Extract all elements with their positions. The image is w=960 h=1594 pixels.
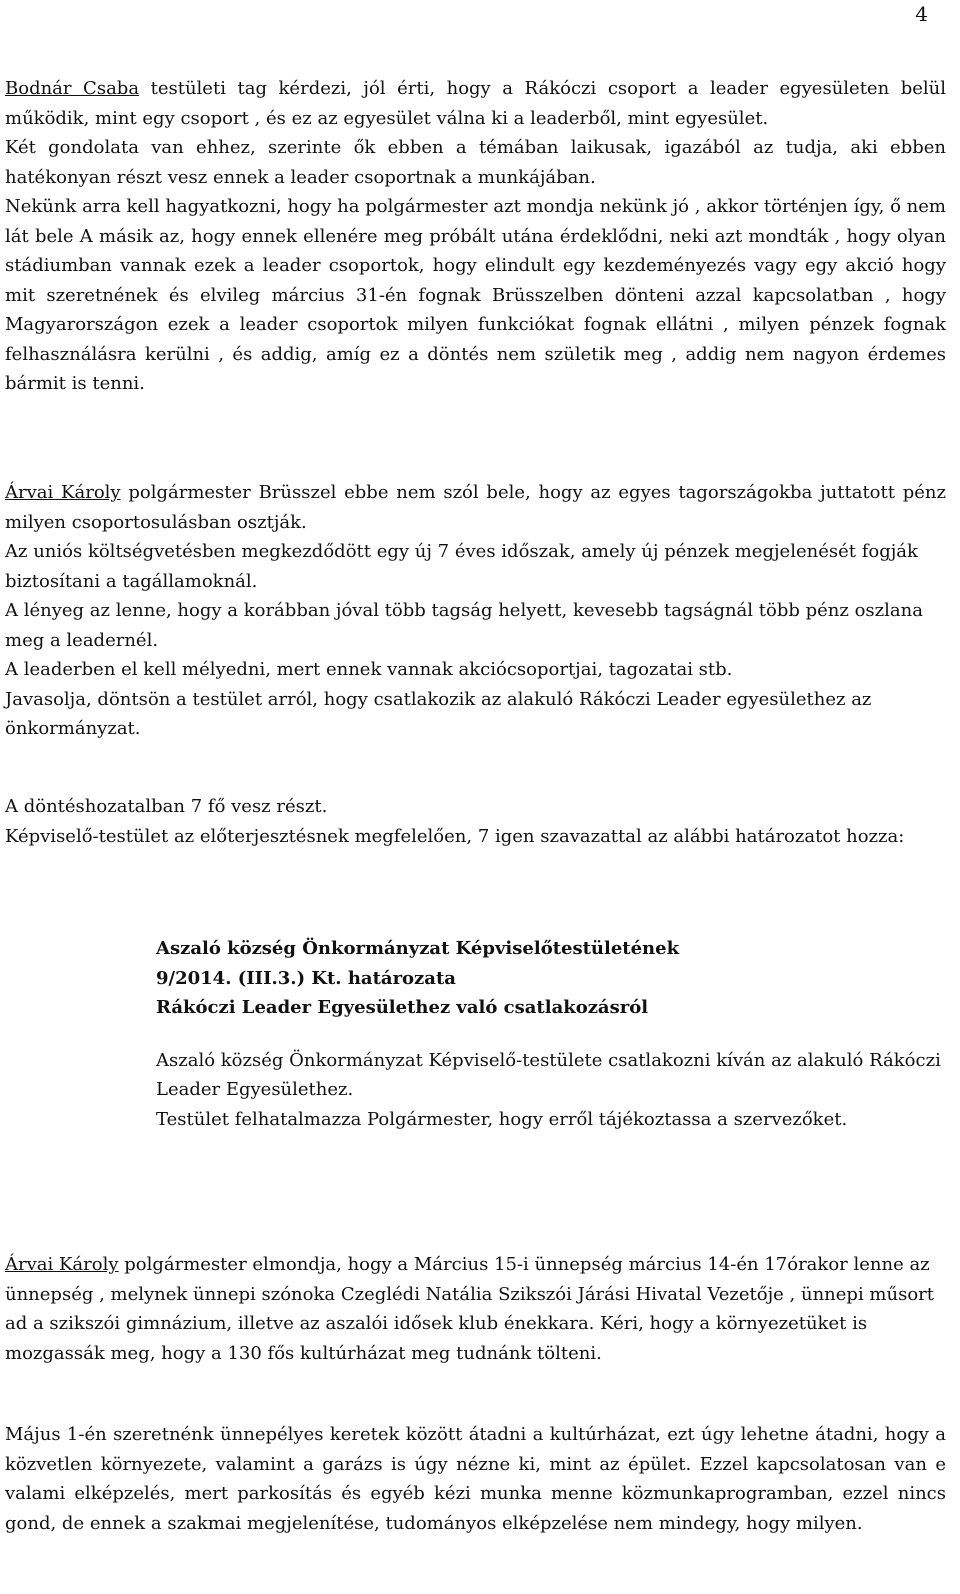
speaker-name: Bodnár Csaba [5, 78, 140, 99]
page-number: 4 [915, 2, 928, 26]
paragraph: Az uniós költségvetésben megkezdődött egy új 7 éves időszak, amely új pénzek megjelenését fogják biztosítani a tagállamoknál. [5, 541, 918, 592]
paragraph-text: polgármester Brüsszel ebbe nem szól bele, hogy az egyes tagországokba juttatott pénz milyen csoportosulásban osztják. [5, 482, 947, 533]
paragraph-block-bodnar [5, 74, 946, 399]
paragraph: Május 1-én szeretnénk ünnepélyes keretek között átadni a kultúrházat, ezt úgy lehetne átadni, hogy a közvetlen környezete, valamint a garázs is úgy nézne ki, mint az épület. Ezzel kapcsolatosan van e valami elképzelés, mert parkosítás és egyéb kézi munka menne közmunkaprogramban, ezzel nincs gond, de ennek a szakmai megjelenítése, tudományos elképzelése nem mindegy, hogy milyen. [5, 1424, 946, 1534]
paragraph: Képviselő-testület az előterjesztésnek megfelelően, 7 igen szavazattal az alábbi határozatot hozza: [5, 825, 905, 847]
paragraph-text: testületi tag kérdezi, jól érti, hogy a Rákóczi csoport a leader egyesületen belül működik, mint egy csoport , és ez az egyesület válna ki a leaderből, mint egyesület. [5, 78, 947, 129]
paragraph-block-unnepseg [5, 1250, 946, 1368]
paragraph: Két gondolata van ehhez, szerinte ők ebben a témában laikusak, igazából az tudja, aki ebben hatékonyan részt vesz ennek a leader csoportnak a munkájában. [5, 137, 946, 188]
paragraph: Javasolja, döntsön a testület arról, hogy csatlakozik az alakuló Rákóczi Leader egyesülethez az önkormányzat. [5, 688, 872, 739]
resolution-subject: Rákóczi Leader Egyesülethez való csatlakozásról [156, 997, 649, 1018]
speaker-name: Árvai Károly [5, 482, 121, 503]
paragraph [5, 478, 946, 537]
paragraph: A döntéshozatalban 7 fő vesz részt. [5, 796, 328, 817]
paragraph: Aszaló község Önkormányzat Képviselő-testülete csatlakozni kíván az alakuló Rákóczi Leader Egyesülethez. [156, 1049, 941, 1100]
resolution [156, 934, 946, 1134]
speaker-name: Árvai Károly [5, 1254, 119, 1275]
paragraph: Testület felhatalmazza Polgármester, hogy erről tájékoztassa a szervezőket. [156, 1108, 848, 1130]
resolution-issuer: Aszaló község Önkormányzat Képviselőtestületének [156, 938, 680, 959]
paragraph: A leaderben el kell mélyedni, mert ennek vannak akciócsoportjai, tagozatai stb. [5, 659, 733, 680]
paragraph-text: polgármester elmondja, hogy a Március 15-i ünnepség március 14-én 17órakor lenne az ünnepség , melynek ünnepi szónoka Czeglédi Natália Szikszói Járási Hivatal Vezetője , ünnepi műsort ad a szikszói gimnázium, illetve az aszalói idősek klub énekkara. Kéri, hogy a környezetüket is mozgassák meg, hogy a 130 fős kultúrházat meg tudnánk tölteni. [5, 1254, 935, 1364]
paragraph [5, 1250, 946, 1368]
resolution-title [156, 934, 946, 1023]
paragraph-block-arvai [5, 478, 946, 744]
paragraph: A lényeg az lenne, hogy a korábban jóval több tagság helyett, kevesebb tagságnál több pénz oszlana meg a leadernél. [5, 600, 923, 651]
resolution-number: 9/2014. (III.3.) Kt. határozata [156, 967, 456, 989]
resolution-body [156, 1046, 946, 1135]
paragraph: Nekünk arra kell hagyatkozni, hogy ha polgármester azt mondja nekünk jó , akkor történjen így, ő nem lát bele A másik az, hogy ennek ellenére meg próbált utána érdeklődni, neki azt mondták , hogy olyan stádiumban vannak ezek a leader csoportok, hogy elindult egy kezdeményezés vagy egy akció hogy mit szeretnének és elvileg március 31-én fognak Brüsszelben dönteni azzal kapcsolatban , hogy Magyarországon ezek a leader csoportok milyen funkciókat fognak ellátni , milyen pénzek fognak felhasználásra kerülni , és addig, amíg ez a döntés nem születik meg , addig nem nagyon érdemes bármit is tenni. [5, 196, 946, 394]
paragraph [5, 74, 946, 133]
vote-block [5, 792, 946, 851]
paragraph-block-kulturhaz [5, 1420, 946, 1538]
